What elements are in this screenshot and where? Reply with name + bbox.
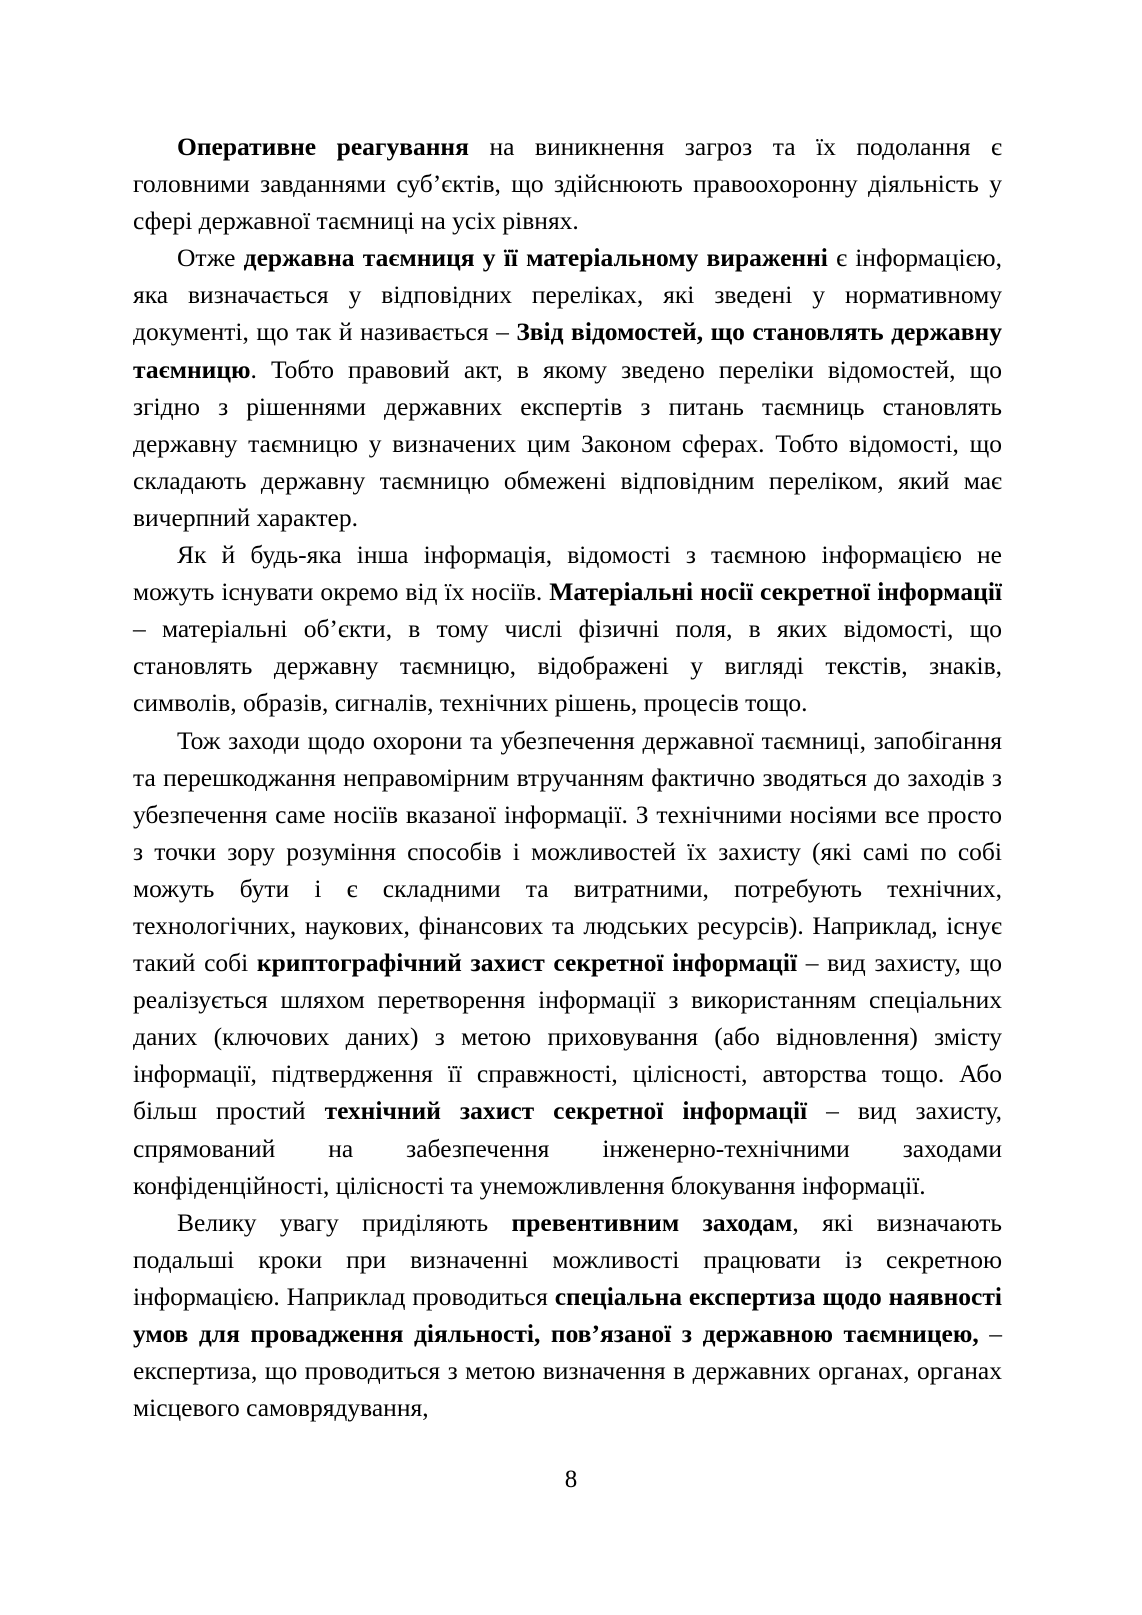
text-run: – вид захисту, спрямований на забезпечення інженерно-технічними заходами конфіденційності, цілісності та унеможливлення блокування інформації. bbox=[133, 1096, 1002, 1200]
page-body bbox=[133, 128, 1002, 1426]
text-run: – вид захисту, що реалізується шляхом перетворення інформації з використанням спеціальних даних (ключових даних) з метою приховування (або відновлення) змісту інформації, підтвердження її справжності, цілісності, авторства тощо. Або більш простий bbox=[133, 948, 1002, 1126]
text-run: . Тобто правовий акт, в якому зведено переліки відомостей, що згідно з рішеннями державних експертів з питань таємниць становлять державну таємницю у визначених цим Законом сферах. Тобто відомості, що складають державну таємницю обмежені відповідним переліком, який має вичерпний характер. bbox=[133, 354, 1002, 532]
text-run: Велику увагу приділяють bbox=[177, 1207, 512, 1237]
page-number: 8 bbox=[564, 1466, 578, 1493]
emphasized-text: технічний захист секретної інформації bbox=[324, 1096, 808, 1126]
emphasized-text: Матеріальні носії секретної інформації bbox=[549, 577, 1002, 607]
text-run: на виникнення загроз та їх подолання є головними завданнями суб’єктів, що здійснюють правоохоронну діяльність у сфері державної таємниці на усіх рівнях. bbox=[133, 132, 1002, 236]
emphasized-text: державна таємниця у її матеріальному вираженні bbox=[243, 243, 828, 273]
text-run: – експертиза, що проводиться з метою визначення в державних органах, органах місцевого самоврядування, bbox=[133, 1319, 1002, 1423]
paragraph bbox=[133, 536, 1002, 721]
emphasized-text: криптографічний захист секретної інформації bbox=[256, 948, 798, 978]
emphasized-text: превентивним заходам bbox=[511, 1207, 793, 1237]
text-run: є інформацією, яка визначається у відповідних переліках, які зведені у нормативному документі, що так й називається – bbox=[133, 243, 1002, 347]
text-run: , які визначають подальші кроки при визначенні можливості працювати із секретною інформацією. Наприклад проводиться bbox=[133, 1207, 1002, 1311]
paragraph bbox=[133, 1204, 1002, 1427]
text-run: Тож заходи щодо охорони та убезпечення державної таємниці, запобігання та перешкоджання неправомірним втручанням фактично зводяться до заходів з убезпечення саме носіїв вказаної інформації. З технічними носіями все просто з точки зору розуміння способів і можливостей їх захисту (які самі по собі можуть бути і є складними та витратними, потребують технічних, технологічних, наукових, фінансових та людських ресурсів). Наприклад, існує такий собі bbox=[133, 725, 1002, 978]
text-run: Як й будь-яка інша інформація, відомості з таємною інформацією не можуть існувати окремо від їх носіїв. bbox=[133, 540, 1002, 607]
emphasized-text: Звід відомостей, що становлять державну таємницю bbox=[133, 317, 1002, 384]
emphasized-text: Оперативне реагування bbox=[177, 132, 469, 161]
paragraph bbox=[133, 239, 1002, 536]
emphasized-text: спеціальна експертиза щодо наявності умов для провадження діяльності, пов’язаної з державною таємницею, bbox=[133, 1281, 1002, 1348]
text-run: – матеріальні об’єкти, в тому числі фізичні поля, в яких відомості, що становлять державну таємницю, відображені у вигляді текстів, знаків, символів, образів, сигналів, технічних рішень, процесів тощо. bbox=[133, 614, 1002, 718]
text-run: Отже bbox=[177, 243, 244, 273]
paragraph bbox=[133, 722, 1002, 1204]
paragraph bbox=[133, 128, 1002, 239]
